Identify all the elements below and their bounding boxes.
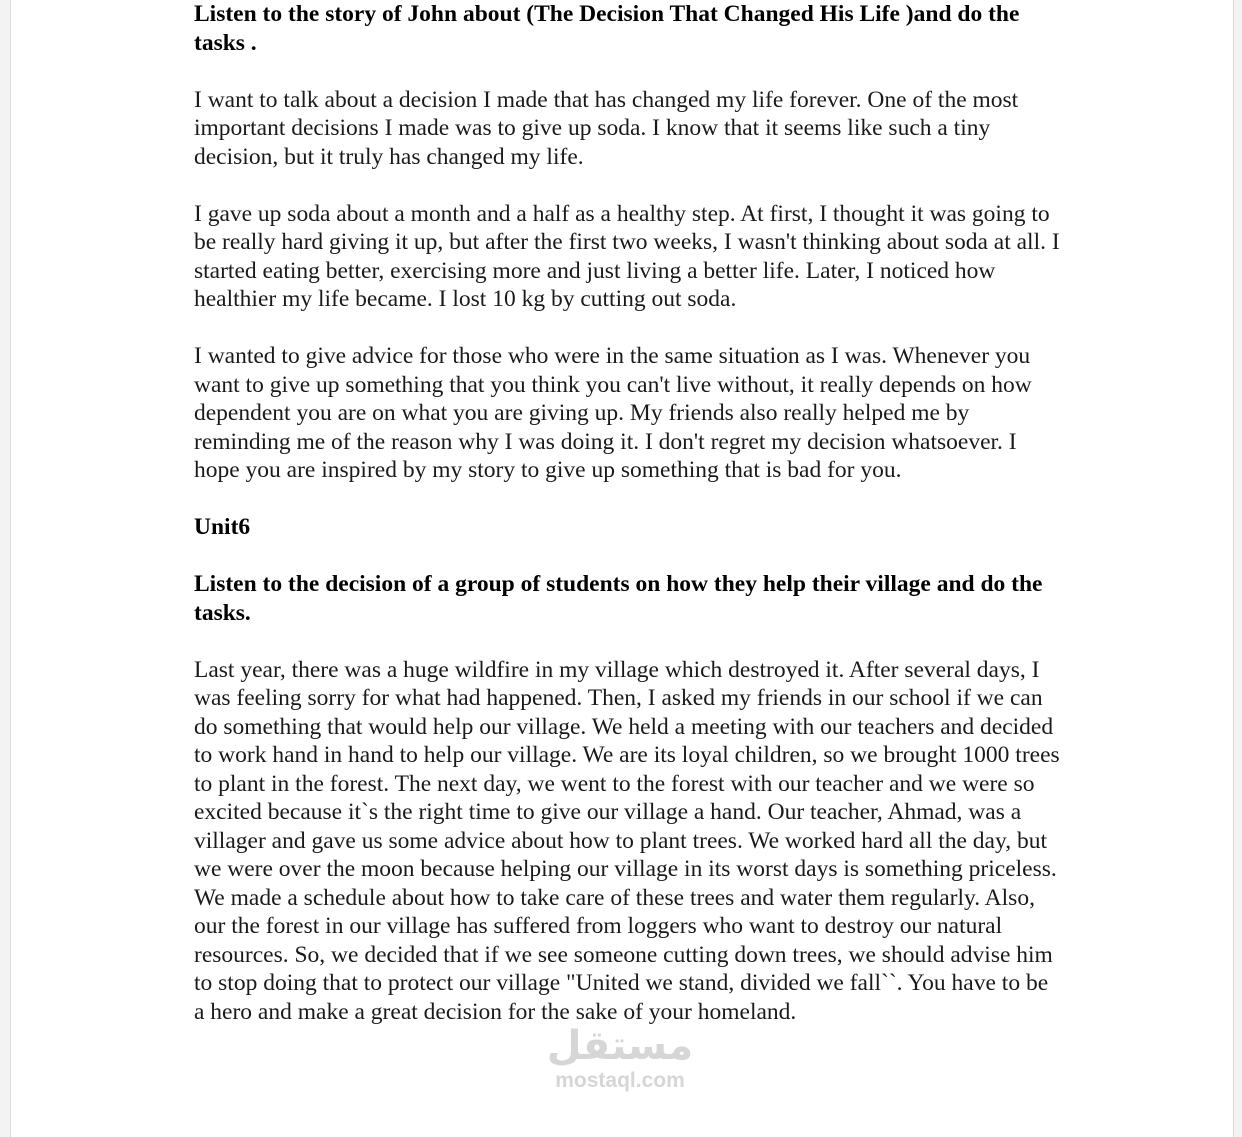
watermark-latin-text: mostaql.com <box>555 1069 685 1092</box>
unit-label: Unit6 <box>194 514 251 540</box>
document-page <box>10 0 1234 1137</box>
paragraph-village-wildfire: Last year, there was a huge wildfire in my village which destroyed it. After several days, I was feeling sorry for what had happened. Then, I asked my friends in our school if we can do something that would help our village. We held a meeting with our teachers and decided to work hand in hand to help our village. We are its loyal children, so we brought 1000 trees to plant in the forest. The next day, we went to the forest with our teacher and we were so excited because it`s the right time to give our village a hand. Our teacher, Ahmad, was a villager and gave us some advice about how to plant trees. We worked hard all the day, but we were over the moon because helping our village in its worst days is something priceless. We made a schedule about how to take care of these trees and water them regularly. Also, our the forest in our village has suffered from loggers who want to destroy our natural resources. So, we decided that if we see someone cutting down trees, we should advise him to stop doing that to protect our village "United we stand, divided we fall``. You have to be a hero and make a great decision for the sake of your homeland. <box>194 656 1060 1025</box>
paragraph-decision-intro: I want to talk about a decision I made that has changed my life forever. One of the most important decisions I made was to give up soda. I know that it seems like such a tiny decision, but it truly has changed my life. <box>194 86 1019 170</box>
watermark-arabic-text: مستقل <box>546 1024 694 1068</box>
paragraph-giving-up-soda: I gave up soda about a month and a half as a healthy step. At first, I thought it was going to be really hard giving it up, but after the first two weeks, I wasn't thinking about soda at all. I started eating better, exercising more and just living a better life. Later, I noticed how healthier my life became. I lost 10 kg by cutting out soda. <box>194 200 1060 312</box>
heading-john-story: Listen to the story of John about (The Decision That Changed His Life )and do the tasks . <box>194 1 1020 56</box>
document-content <box>194 0 1064 1055</box>
heading-village-story: Listen to the decision of a group of students on how they help their village and do the tasks. <box>194 571 1043 626</box>
paragraph-advice: I wanted to give advice for those who were in the same situation as I was. Whenever you want to give up something that you think you can't live without, it really depends on how dependent you are on what you are giving up. My friends also really helped me by reminding me of the reason why I was doing it. I don't regret my decision whatsoever. I hope you are inspired by my story to give up something that is bad for you. <box>194 343 1032 483</box>
